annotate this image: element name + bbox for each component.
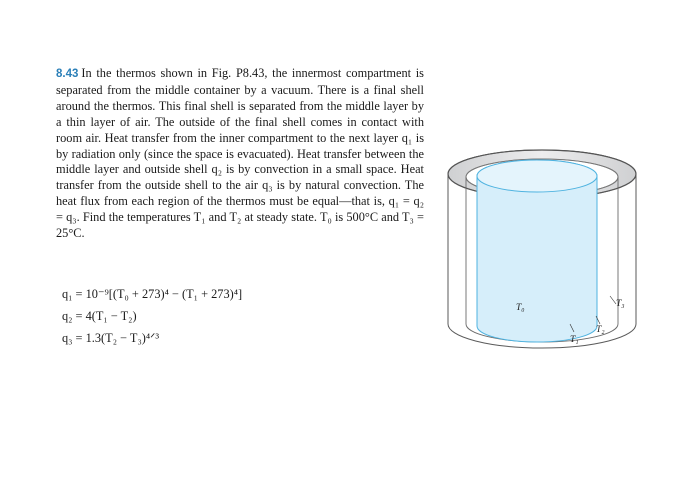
problem-statement	[56, 66, 424, 242]
equation-block	[62, 283, 242, 349]
equation-q1: q₁ = 10⁻⁹[(T₀ + 273)⁴ − (T₁ + 273)⁴]	[62, 287, 243, 301]
label-t2: T₂	[596, 325, 605, 335]
problem-text: In the thermos shown in Fig. P8.43, the innermost compartment is separated from the middle container by a vacuum. There is a final shell around the thermos. This final shell is separated from the middle layer by a thin layer of air. The outside of the final shell comes in contact with room air. Heat transfer from the inner compartment to the next layer q₁ is by radiation only (since the space is evacuated). Heat transfer between the middle layer and outside shell q₂ is by convection in a small space. Heat transfer from the outside shell to the air q₃ is by natural convection. The heat flux from each region of the thermos must be equal—that is, q₁ = q₂ = q₃. Find the temperatures T₁ and T₂ at steady state. T₀ is 500°C and T₃ = 25°C.	[56, 66, 424, 241]
label-t1: T₁	[570, 335, 579, 345]
thermos-figure	[434, 124, 650, 352]
equation-q3: q₃ = 1.3(T₂ − T₃)⁴ᐟ³	[62, 331, 160, 345]
equation-q2: q₂ = 4(T₁ − T₂)	[62, 309, 137, 323]
label-t0: T₀	[516, 303, 525, 313]
problem-number: 8.43	[56, 68, 79, 80]
inner-top	[477, 160, 597, 192]
label-t3: T₃	[616, 299, 625, 309]
